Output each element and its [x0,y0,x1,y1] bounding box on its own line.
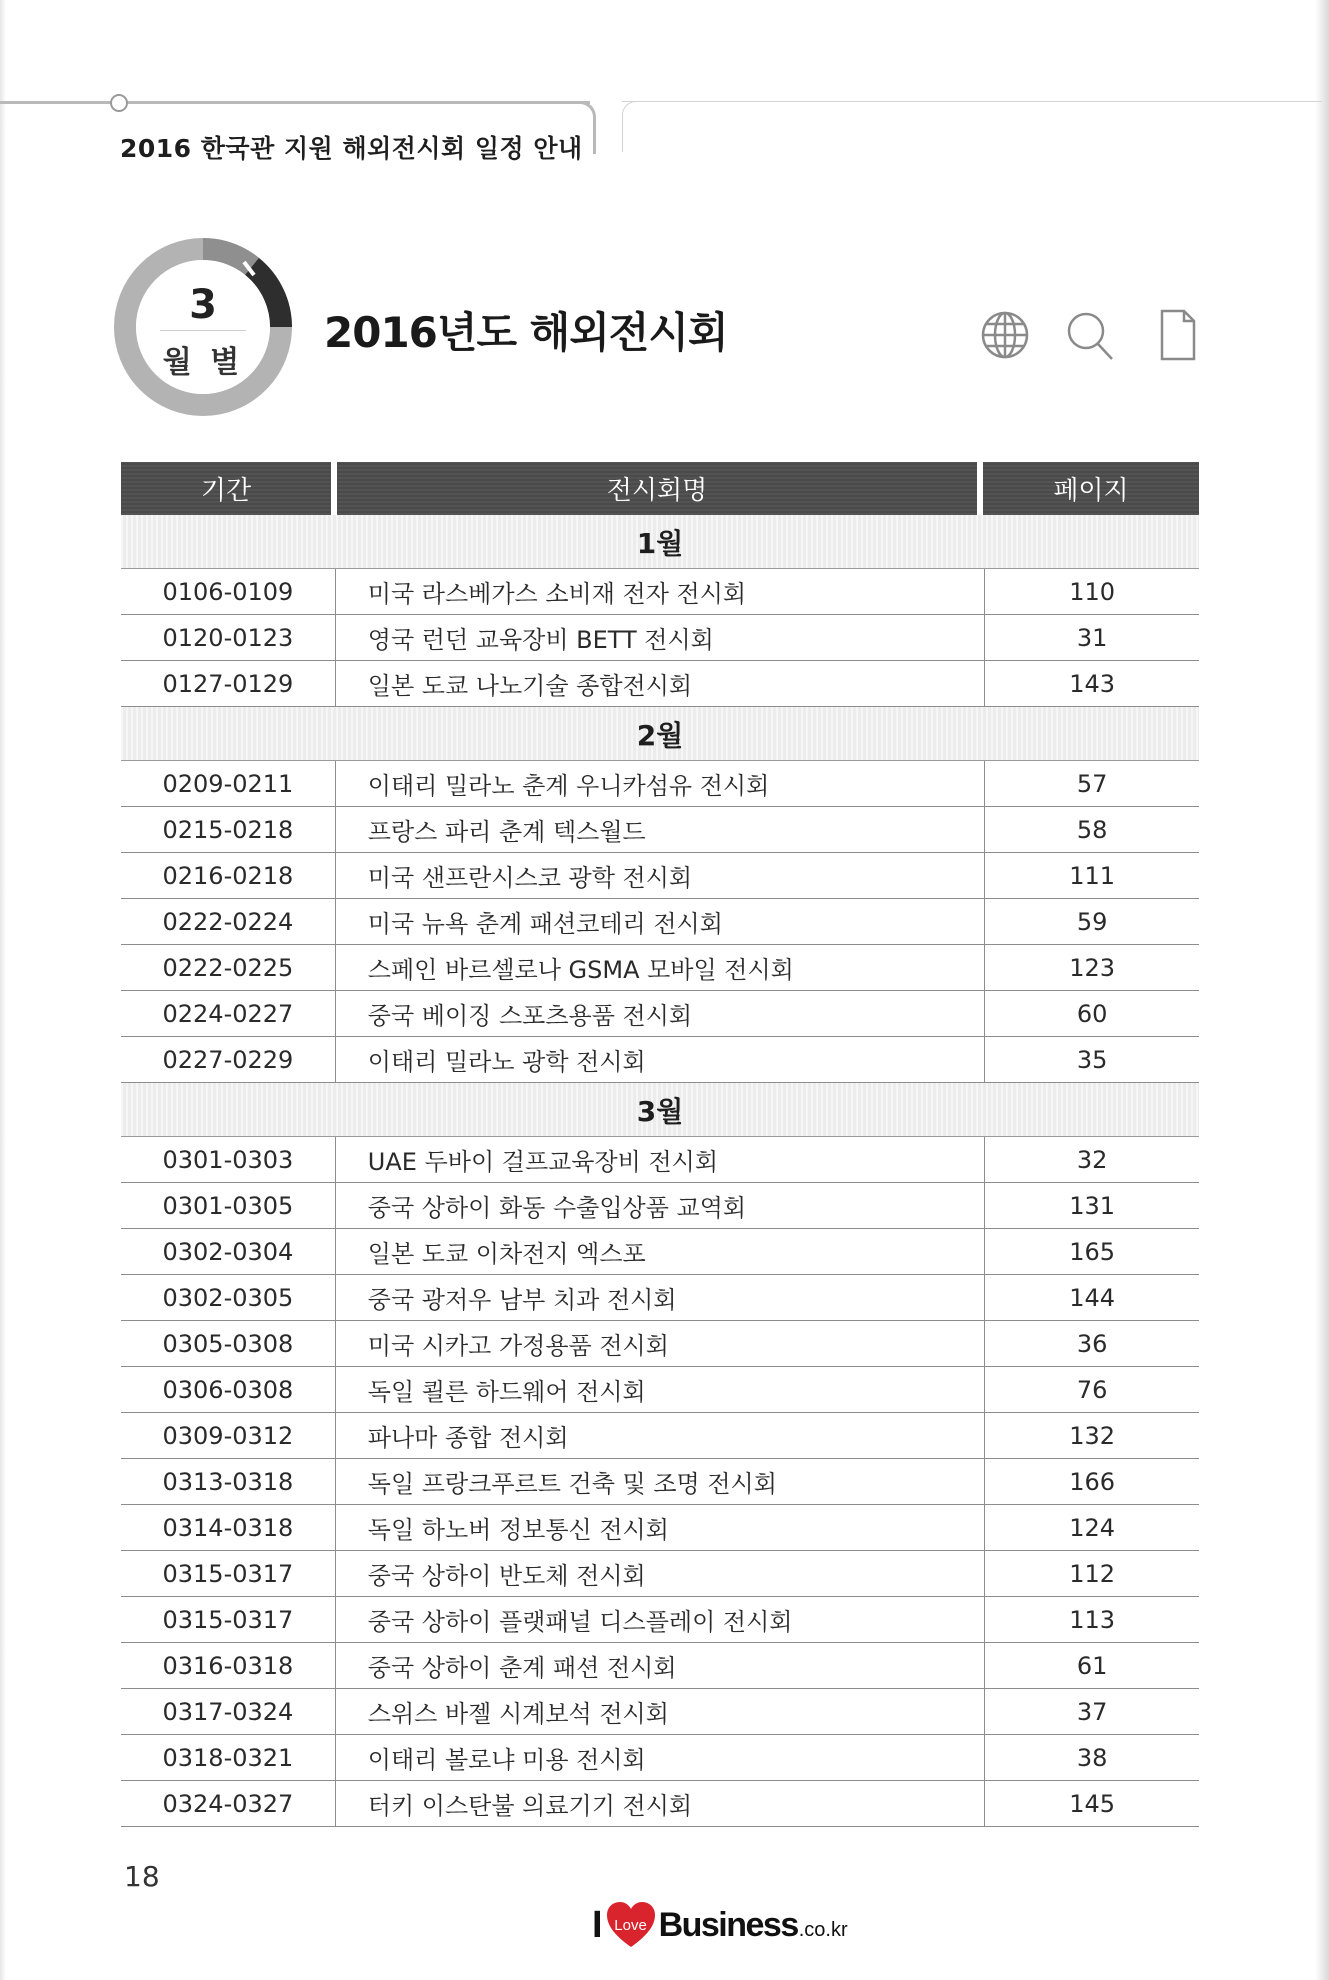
cell-page: 61 [1076,1651,1108,1680]
table-row [121,1781,1199,1827]
page-number: 18 [124,1860,160,1893]
table-row [121,615,1199,661]
table-row [121,1275,1199,1321]
cell-page: 59 [1076,907,1108,936]
cell-period: 0222-0225 [121,945,336,990]
cell-exhibition-name: 프랑스 파리 춘계 텍스월드 [336,807,985,852]
cell-period: 0315-0317 [121,1597,336,1642]
badge-divider [160,330,246,331]
cell-period: 0306-0308 [121,1367,336,1412]
logo-business-text: Business [658,1905,798,1944]
month-label: 월 별 [162,345,244,380]
section-title: 2016년도 해외전시회 [324,308,728,357]
brand-logo [592,1895,848,1955]
header-dot [110,94,128,112]
cell-exhibition-name: UAE 두바이 걸프교육장비 전시회 [336,1137,985,1182]
cell-period: 0120-0123 [121,615,336,660]
globe-icon[interactable] [983,313,1027,357]
cell-period: 0305-0308 [121,1321,336,1366]
cell-page: 37 [1076,1697,1108,1726]
page-edge-right [1315,0,1329,1980]
cell-exhibition-name: 스위스 바젤 시계보석 전시회 [336,1689,985,1734]
heart-icon [606,1901,656,1949]
cell-exhibition-name: 이태리 볼로냐 미용 전시회 [336,1735,985,1780]
cell-exhibition-name: 독일 하노버 정보통신 전시회 [336,1505,985,1550]
cell-period: 0301-0303 [121,1137,336,1182]
cell-exhibition-name: 미국 라스베가스 소비재 전자 전시회 [336,569,985,614]
cell-page: 143 [1069,669,1115,698]
cell-page: 113 [1069,1605,1115,1634]
column-header-name: 전시회명 [337,462,977,515]
cell-period: 0318-0321 [121,1735,336,1780]
header-rule-right [622,101,1322,102]
table-row [121,1367,1199,1413]
running-header-title: 2016 한국관 지원 해외전시회 일정 안내 [120,134,583,163]
cell-period: 0302-0305 [121,1275,336,1320]
cell-page: 131 [1069,1191,1115,1220]
table-row [121,1321,1199,1367]
table-row [121,1229,1199,1275]
month-group-header: 3월 [121,1083,1199,1137]
cell-exhibition-name: 중국 상하이 반도체 전시회 [336,1551,985,1596]
cell-period: 0106-0109 [121,569,336,614]
table-row [121,761,1199,807]
table-row [121,1505,1199,1551]
table-row [121,569,1199,615]
cell-page: 38 [1076,1743,1108,1772]
cell-page: 124 [1069,1513,1115,1542]
table-row [121,991,1199,1037]
cell-exhibition-name: 미국 샌프란시스코 광학 전시회 [336,853,985,898]
cell-exhibition-name: 미국 시카고 가정용품 전시회 [336,1321,985,1366]
table-body [121,515,1199,1827]
section-icons [978,307,1198,363]
cell-page: 112 [1069,1559,1115,1588]
table-row [121,1643,1199,1689]
cell-exhibition-name: 이태리 밀라노 광학 전시회 [336,1037,985,1082]
cell-period: 0215-0218 [121,807,336,852]
cell-period: 0316-0318 [121,1643,336,1688]
cell-page: 111 [1069,861,1115,890]
cell-page: 76 [1076,1375,1108,1404]
cell-page: 35 [1076,1045,1108,1074]
cell-period: 0314-0318 [121,1505,336,1550]
cell-page: 145 [1069,1789,1115,1818]
cell-page: 60 [1076,999,1108,1028]
logo-domain-text: .co.kr [798,1918,848,1941]
cell-page: 57 [1076,769,1108,798]
cell-period: 0313-0318 [121,1459,336,1504]
cell-period: 0222-0224 [121,899,336,944]
table-header [121,462,1199,515]
cell-exhibition-name: 독일 프랑크푸르트 건축 및 조명 전시회 [336,1459,985,1504]
cell-page: 36 [1076,1329,1108,1358]
table-row [121,1689,1199,1735]
cell-page: 165 [1069,1237,1115,1266]
cell-period: 0224-0227 [121,991,336,1036]
cell-period: 0302-0304 [121,1229,336,1274]
month-number: 3 [189,282,217,328]
column-header-period: 기간 [121,462,331,515]
cell-period: 0301-0305 [121,1183,336,1228]
cell-exhibition-name: 일본 도쿄 이차전지 엑스포 [336,1229,985,1274]
table-row [121,853,1199,899]
cell-exhibition-name: 파나마 종합 전시회 [336,1413,985,1458]
table-row [121,1459,1199,1505]
cell-page: 32 [1076,1145,1108,1174]
table-row [121,945,1199,991]
cell-period: 0315-0317 [121,1551,336,1596]
month-group-header: 2월 [121,707,1199,761]
cell-exhibition-name: 독일 쾰른 하드웨어 전시회 [336,1367,985,1412]
cell-page: 31 [1076,623,1108,652]
document-icon[interactable] [1162,311,1194,359]
table-row [121,1735,1199,1781]
cell-exhibition-name: 중국 광저우 남부 치과 전시회 [336,1275,985,1320]
header-rule [0,101,590,104]
exhibition-table [121,462,1199,1827]
column-header-page: 페이지 [983,462,1199,515]
cell-exhibition-name: 스페인 바르셀로나 GSMA 모바일 전시회 [336,945,985,990]
cell-page: 123 [1069,953,1115,982]
table-row [121,1413,1199,1459]
header-tab-outline-right [622,101,643,152]
cell-exhibition-name: 일본 도쿄 나노기술 종합전시회 [336,661,985,706]
cell-period: 0324-0327 [121,1781,336,1826]
page-edge-left [0,0,6,1980]
cell-page: 110 [1069,577,1115,606]
cell-exhibition-name: 영국 런던 교육장비 BETT 전시회 [336,615,985,660]
cell-exhibition-name: 미국 뉴욕 춘계 패션코테리 전시회 [336,899,985,944]
table-row [121,807,1199,853]
cell-period: 0216-0218 [121,853,336,898]
cell-exhibition-name: 터키 이스탄불 의료기기 전시회 [336,1781,985,1826]
table-row [121,1137,1199,1183]
cell-period: 0309-0312 [121,1413,336,1458]
table-row [121,899,1199,945]
cell-period: 0127-0129 [121,661,336,706]
cell-page: 58 [1076,815,1108,844]
table-row [121,1037,1199,1083]
cell-exhibition-name: 중국 상하이 춘계 패션 전시회 [336,1643,985,1688]
cell-period: 0317-0324 [121,1689,336,1734]
cell-exhibition-name: 중국 상하이 플랫패널 디스플레이 전시회 [336,1597,985,1642]
cell-page: 144 [1069,1283,1115,1312]
table-row [121,661,1199,707]
table-row [121,1551,1199,1597]
table-row [121,1183,1199,1229]
search-icon[interactable] [1069,314,1112,359]
cell-period: 0209-0211 [121,761,336,806]
logo-love-text: Love [614,1917,647,1934]
cell-page: 132 [1069,1421,1115,1450]
cell-exhibition-name: 이태리 밀라노 춘계 우니카섬유 전시회 [336,761,985,806]
logo-i: I [592,1903,603,1946]
cell-page: 166 [1069,1467,1115,1496]
cell-exhibition-name: 중국 상하이 화동 수출입상품 교역회 [336,1183,985,1228]
month-group-header: 1월 [121,515,1199,569]
table-row [121,1597,1199,1643]
cell-exhibition-name: 중국 베이징 스포츠용품 전시회 [336,991,985,1036]
cell-period: 0227-0229 [121,1037,336,1082]
